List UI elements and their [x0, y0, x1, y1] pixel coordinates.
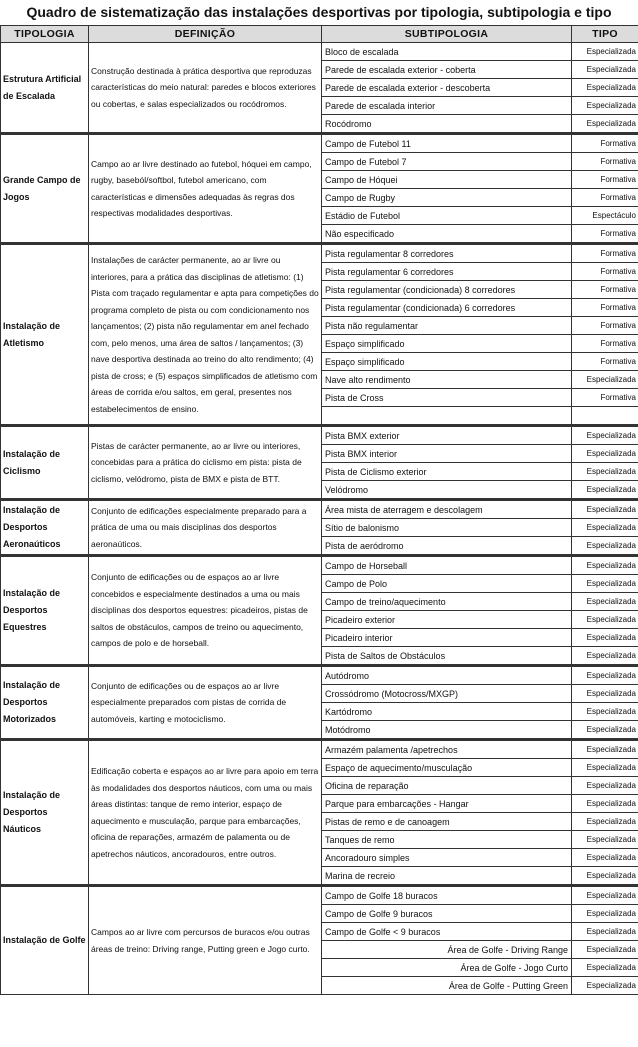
- table-row: [1, 43, 638, 61]
- definicao-cell: Conjunto de edificações especialmente preparado para a prática de uma ou mais disciplinas dos desportos aeronaúticos.: [89, 500, 322, 556]
- header-tipo: TIPO: [572, 26, 638, 43]
- subtipologia-cell: Pista regulamentar (condicionada) 6 corredores: [322, 299, 572, 317]
- subtipologia-cell: Campo de treino/aquecimento: [322, 593, 572, 611]
- subtipologia-cell: Não especificado: [322, 225, 572, 244]
- table-row: [1, 666, 638, 685]
- subtipologia-cell: Pista regulamentar (condicionada) 8 corredores: [322, 281, 572, 299]
- definicao-cell: Conjunto de edificações ou de espaços ao ar livre concebidos e especialmente destinados a uma ou mais disciplinas dos desportos equestres: picadeiros, pistas de saltos de obstáculos, campos de treino ou aquecimento, campos de polo e de horseball.: [89, 556, 322, 666]
- table-row: [1, 740, 638, 759]
- tipologia-cell: Instalação de Desportos Náuticos: [1, 740, 89, 886]
- definicao-cell: Instalações de carácter permanente, ao ar livre ou interiores, para a prática das disciplinas de atletismo: (1) Pista com traçado regulamentar e apta para competições do programa completo de pista ou com condicionamento nos lançamentos; (2) pista não regulamentar em anel fechado com, pelo menos, uma área de saltos / lançamentos; (3) nave desportiva destinada ao treino do alto rendimento; (4) pista de cross; e (5) espaços simplificados de atletismo com áreas de corrida e/ou saltos, em geral, presentes nos estabelecimentos de ensino.: [89, 244, 322, 426]
- tipologia-cell: Instalação de Golfe: [1, 886, 89, 995]
- subtipologia-cell: Pista regulamentar 6 corredores: [322, 263, 572, 281]
- tipo-cell: Formativa: [572, 317, 638, 335]
- subtipologia-cell: Campo de Futebol 7: [322, 153, 572, 171]
- subtipologia-cell: Campo de Golfe 9 buracos: [322, 905, 572, 923]
- header-tipologia: TIPOLOGIA: [1, 26, 89, 43]
- subtipologia-cell: Armazém palamenta /apetrechos: [322, 740, 572, 759]
- tipo-cell: Formativa: [572, 263, 638, 281]
- sports-facilities-table: [0, 25, 638, 995]
- tipo-cell: Especializada: [572, 923, 638, 941]
- subtipologia-cell: Parede de escalada interior: [322, 97, 572, 115]
- tipo-cell: Formativa: [572, 281, 638, 299]
- tipo-cell: Especializada: [572, 666, 638, 685]
- tipo-cell: Especializada: [572, 831, 638, 849]
- tipo-cell: Espectáculo: [572, 207, 638, 225]
- subtipologia-cell: Velódromo: [322, 481, 572, 500]
- subtipologia-cell: Parede de escalada exterior - descoberta: [322, 79, 572, 97]
- subtipologia-cell: Picadeiro exterior: [322, 611, 572, 629]
- tipo-cell: Especializada: [572, 537, 638, 556]
- subtipologia-cell: Sítio de balonismo: [322, 519, 572, 537]
- subtipologia-cell: Ancoradouro simples: [322, 849, 572, 867]
- tipo-cell: Especializada: [572, 759, 638, 777]
- tipo-cell: Especializada: [572, 593, 638, 611]
- tipo-cell: Formativa: [572, 335, 638, 353]
- subtipologia-cell: Bloco de escalada: [322, 43, 572, 61]
- tipo-cell: Especializada: [572, 61, 638, 79]
- tipo-cell: Especializada: [572, 519, 638, 537]
- tipo-cell: Especializada: [572, 611, 638, 629]
- subtipologia-cell: Campo de Futebol 11: [322, 134, 572, 153]
- table-row: [1, 886, 638, 905]
- subtipologia-cell: Espaço simplificado: [322, 335, 572, 353]
- subtipologia-cell: Espaço simplificado: [322, 353, 572, 371]
- table-body: [1, 43, 638, 995]
- subtipologia-cell: Campo de Rugby: [322, 189, 572, 207]
- tipo-cell: Especializada: [572, 647, 638, 666]
- definicao-cell: Campos ao ar livre com percursos de buracos e/ou outras áreas de treino: Driving range, Putting green e Jogo curto.: [89, 886, 322, 995]
- tipo-cell: Formativa: [572, 134, 638, 153]
- definicao-cell: Construção destinada à prática desportiva que reproduzas características do meio natural: paredes e blocos exteriores ou cobertas, e salas especializados ou rocódromos.: [89, 43, 322, 134]
- subtipologia-cell: Crossódromo (Motocross/MXGP): [322, 685, 572, 703]
- tipo-cell: Formativa: [572, 225, 638, 244]
- subtipologia-cell: Pista de aeródromo: [322, 537, 572, 556]
- subtipologia-cell: Espaço de aquecimento/musculação: [322, 759, 572, 777]
- subtipologia-cell: Pistas de remo e de canoagem: [322, 813, 572, 831]
- tipologia-cell: Instalação de Atletismo: [1, 244, 89, 426]
- tipo-cell: Especializada: [572, 43, 638, 61]
- tipo-cell: Especializada: [572, 426, 638, 445]
- tipo-cell: Especializada: [572, 721, 638, 740]
- tipo-cell: Especializada: [572, 867, 638, 886]
- tipo-cell: Especializada: [572, 886, 638, 905]
- subtipologia-cell: Pista regulamentar 8 corredores: [322, 244, 572, 263]
- tipo-cell: Especializada: [572, 905, 638, 923]
- tipo-cell: Especializada: [572, 703, 638, 721]
- tipo-cell: Especializada: [572, 97, 638, 115]
- table-title: Quadro de sistematização das instalações desportivas por tipologia, subtipologia e tipo: [0, 0, 638, 25]
- subtipologia-cell: Picadeiro interior: [322, 629, 572, 647]
- subtipologia-cell: Parede de escalada exterior - coberta: [322, 61, 572, 79]
- subtipologia-cell: Pista BMX exterior: [322, 426, 572, 445]
- tipo-cell: Especializada: [572, 445, 638, 463]
- tipo-cell: Formativa: [572, 299, 638, 317]
- tipologia-cell: Grande Campo de Jogos: [1, 134, 89, 244]
- tipo-cell: Especializada: [572, 941, 638, 959]
- tipologia-cell: Estrutura Artificial de Escalada: [1, 43, 89, 134]
- table-row: [1, 500, 638, 519]
- definicao-cell: Edificação coberta e espaços ao ar livre para apoio em terra às modalidades dos desportos náuticos, com uma ou mais áreas distintas: tanque de remo interior, espaço de aquecimento e musculação, parque para embarcações, oficina de reparações, armazém de palamenta ou de apetrechos náuticos, ancoradouros, entre outros.: [89, 740, 322, 886]
- subtipologia-cell: Área de Golfe - Jogo Curto: [322, 959, 572, 977]
- tipo-cell: Especializada: [572, 629, 638, 647]
- table-row: [1, 134, 638, 153]
- definicao-cell: Campo ao ar livre destinado ao futebol, hóquei em campo, rugby, baseból/softbol, futebol americano, com características e dimensões adequadas às regras dos respectivas modalidades desportivas.: [89, 134, 322, 244]
- tipologia-cell: Instalação de Desportos Equestres: [1, 556, 89, 666]
- subtipologia-cell: Autódromo: [322, 666, 572, 685]
- tipo-cell: Especializada: [572, 463, 638, 481]
- subtipologia-cell: Tanques de remo: [322, 831, 572, 849]
- subtipologia-cell: Campo de Polo: [322, 575, 572, 593]
- tipo-cell: Especializada: [572, 740, 638, 759]
- subtipologia-cell: Estádio de Futebol: [322, 207, 572, 225]
- table-row: [1, 556, 638, 575]
- tipo-cell: Especializada: [572, 959, 638, 977]
- tipo-cell: Especializada: [572, 977, 638, 995]
- tipo-cell: Especializada: [572, 371, 638, 389]
- definicao-cell: Pistas de carácter permanente, ao ar livre ou interiores, concebidas para a prática do ciclismo em pista: pista de ciclismo, velódromo, pista de BMX e pista de BTT.: [89, 426, 322, 500]
- tipo-cell: Especializada: [572, 849, 638, 867]
- tipo-cell: Especializada: [572, 481, 638, 500]
- subtipologia-cell: Campo de Horseball: [322, 556, 572, 575]
- subtipologia-cell: Pista de Cross: [322, 389, 572, 407]
- definicao-cell: Conjunto de edificações ou de espaços ao ar livre especialmente preparados com pistas de corrida de automóveis, karting e motociclismo.: [89, 666, 322, 740]
- header-row: [1, 26, 638, 43]
- tipo-cell: Especializada: [572, 556, 638, 575]
- subtipologia-cell: [322, 407, 572, 426]
- tipo-cell: Formativa: [572, 353, 638, 371]
- subtipologia-cell: Pista de Ciclismo exterior: [322, 463, 572, 481]
- subtipologia-cell: Campo de Golfe < 9 buracos: [322, 923, 572, 941]
- tipologia-cell: Instalação de Desportos Aeronaúticos: [1, 500, 89, 556]
- subtipologia-cell: Kartódromo: [322, 703, 572, 721]
- table-row: [1, 244, 638, 263]
- subtipologia-cell: Pista BMX interior: [322, 445, 572, 463]
- subtipologia-cell: Marina de recreio: [322, 867, 572, 886]
- subtipologia-cell: Motódromo: [322, 721, 572, 740]
- tipo-cell: Especializada: [572, 795, 638, 813]
- subtipologia-cell: Área de Golfe - Driving Range: [322, 941, 572, 959]
- header-subtipologia: SUBTIPOLOGIA: [322, 26, 572, 43]
- tipo-cell: Especializada: [572, 685, 638, 703]
- subtipologia-cell: Parque para embarcações - Hangar: [322, 795, 572, 813]
- tipo-cell: Formativa: [572, 189, 638, 207]
- tipo-cell: [572, 407, 638, 426]
- tipo-cell: Especializada: [572, 575, 638, 593]
- tipo-cell: Especializada: [572, 500, 638, 519]
- tipo-cell: Formativa: [572, 153, 638, 171]
- tipo-cell: Formativa: [572, 171, 638, 189]
- tipologia-cell: Instalação de Ciclismo: [1, 426, 89, 500]
- subtipologia-cell: Oficina de reparação: [322, 777, 572, 795]
- subtipologia-cell: Nave alto rendimento: [322, 371, 572, 389]
- subtipologia-cell: Campo de Hóquei: [322, 171, 572, 189]
- header-definicao: DEFINIÇÃO: [89, 26, 322, 43]
- tipologia-cell: Instalação de Desportos Motorizados: [1, 666, 89, 740]
- tipo-cell: Formativa: [572, 244, 638, 263]
- subtipologia-cell: Área mista de aterragem e descolagem: [322, 500, 572, 519]
- subtipologia-cell: Rocódromo: [322, 115, 572, 134]
- tipo-cell: Especializada: [572, 79, 638, 97]
- tipo-cell: Especializada: [572, 115, 638, 134]
- table-row: [1, 426, 638, 445]
- subtipologia-cell: Área de Golfe - Putting Green: [322, 977, 572, 995]
- tipo-cell: Especializada: [572, 777, 638, 795]
- tipo-cell: Formativa: [572, 389, 638, 407]
- subtipologia-cell: Campo de Golfe 18 buracos: [322, 886, 572, 905]
- subtipologia-cell: Pista de Saltos de Obstáculos: [322, 647, 572, 666]
- subtipologia-cell: Pista não regulamentar: [322, 317, 572, 335]
- tipo-cell: Especializada: [572, 813, 638, 831]
